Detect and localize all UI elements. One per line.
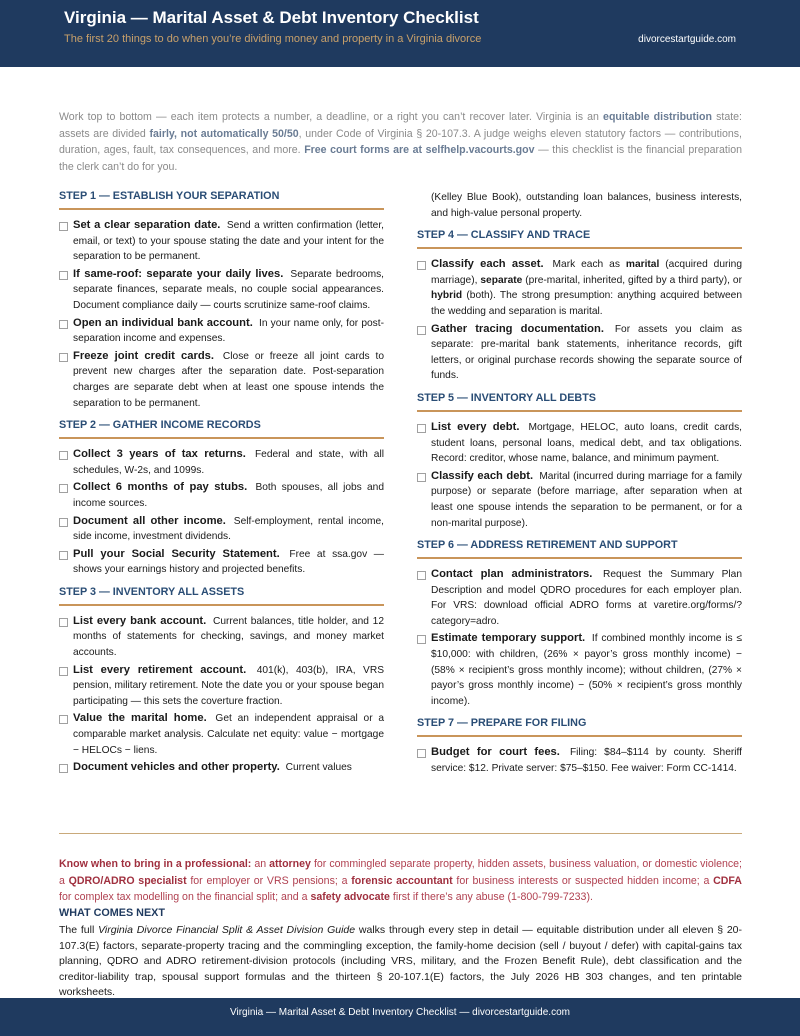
step-heading: STEP 7 — PREPARE FOR FILING [417,717,742,737]
checklist-item[interactable] [59,663,384,710]
item-text: Federal and state, with all schedules, W-2s, and 1099s. [73,449,385,476]
professional-callout [59,856,742,906]
item-lead: Collect 3 years of tax returns. [73,448,246,461]
checklist-item[interactable] [59,514,384,545]
intro-bold-forms: Free court forms are at selfhelp.vacourts.gov [304,144,535,156]
checklist-item[interactable] [417,469,742,531]
item-text: Send a written confirmation (letter, email, or text) to your spouse stating the date and your intent for the separation to be permanent. [73,220,384,263]
step-3 [59,586,384,776]
page-header [0,0,800,67]
step-heading: STEP 6 — ADDRESS RETIREMENT AND SUPPORT [417,539,742,559]
page-title: Virginia — Marital Asset & Debt Inventory Checklist [64,8,479,27]
item-text: Get an independent appraisal or a comparable market analysis. Calculate net equity: value − mortgage − HELOCs − liens. [73,713,385,756]
item-lead: Classify each debt. [431,469,534,482]
item-text: Current balances, title holder, and 12 months of statements for checking, savings, and money market accounts. [73,615,384,659]
step-1 [59,190,384,411]
intro-bold-equitable: equitable distribution [603,111,712,123]
checklist-item[interactable] [59,267,384,314]
checklist-item[interactable] [417,420,742,467]
checkbox[interactable] [417,473,426,482]
checklist-item[interactable] [59,760,384,776]
callout-text: an [251,858,270,870]
checkbox[interactable] [59,618,68,627]
checklist-item[interactable] [417,257,742,319]
site-name: divorcestartguide.com [638,34,736,45]
checkbox[interactable] [59,222,68,231]
checkbox[interactable] [59,320,68,329]
item-text: For assets you claim as separate: pre-marital bank statements, inheritance records, gift letters, or original purchase records showing the separate source of funds. [431,323,742,382]
item-lead: Gather tracing documentation. [431,322,604,335]
checkbox[interactable] [59,271,68,280]
item-lead: Budget for court fees. [431,746,560,759]
page-footer [0,998,800,1036]
checklist-item[interactable] [417,322,742,384]
intro-bold-fairly: fairly, not automatically 50/50 [149,127,299,140]
checklist-item[interactable] [59,547,384,578]
checkbox[interactable] [417,749,426,758]
next-text: walks through every step in detail — equitable distribution under all eleven § 20-107.3(E) factors, separate-property tracing and the commingling exception, the family-home decision (sell / buyout / defer) with capital-gains tax planning, QDRO and ADRO retirement-division protocols (including VRS, military, and the Frozen Benefit Rule), debt classification and the creditor-liability trap, spousal support formulas and the thirteen § 20-107.1(E) factors, the July 2026 HB 303 changes, and ten printable worksheets. [59,924,742,999]
item-lead: Open an individual bank account. [73,316,253,329]
item-text: In your name only, for post-separation income and expenses. [73,317,384,345]
checklist-item[interactable] [417,745,742,776]
checkbox[interactable] [417,571,426,580]
item-lead: List every retirement account. [73,663,247,676]
item-text: Filing: $84–$114 by county. Sheriff service: $12. Private server: $75–$150. Fee waiver: Form CC-1414. [431,747,742,775]
checklist-item[interactable] [59,711,384,758]
item-lead: List every bank account. [73,614,207,627]
item-text: Self-employment, rental income, side income, investment dividends. [73,515,384,543]
item-text: (pre-marital, inherited, gifted by a third party), or [522,274,742,286]
item-bold: marital [625,259,660,271]
item-continuation: (Kelley Blue Book), outstanding loan balances, business interests, and high-value personal property. [431,192,742,219]
item-text: Close or freeze all joint cards to prevent new charges after the separation date. Post-separation charges are separate debt when at least one spouse intends the separation to be permanent. [73,350,384,409]
callout-text: for commingled separate property, hidden assets, business valuation, or domestic violence; a [59,858,742,887]
checklist-item[interactable] [417,567,742,629]
step-heading: STEP 3 — INVENTORY ALL ASSETS [59,586,384,606]
next-heading: WHAT COMES NEXT [59,907,165,919]
item-lead: Collect 6 months of pay stubs. [73,481,248,494]
item-lead: Document all other income. [73,514,226,527]
intro-text: , under Code of Virginia § 20-107.3. A judge weighs eleven statutory factors — contributions, duration, ages, fault, tax consequences, and more. [59,127,742,156]
item-text: Separate bedrooms, separate finances, separate meals, no couple social appearances. Document compliance daily — courts scrutinize same-roof claims. [73,268,385,311]
section-divider [59,833,742,834]
callout-text: for business interests or suspected hidden income; a [452,874,714,887]
step-heading: STEP 4 — CLASSIFY AND TRACE [417,229,742,249]
next-paragraph [59,923,742,999]
item-text: Current values [282,762,352,774]
checklist-item[interactable] [59,480,384,511]
checkbox[interactable] [59,353,68,362]
item-lead: Pull your Social Security Statement. [73,547,280,560]
item-text: (both). The strong presumption: anything acquired between the wedding and separation is marital. [431,290,742,317]
step-4 [417,229,742,384]
item-lead: Value the marital home. [73,712,207,725]
left-column [59,190,384,778]
step-7 [417,717,742,776]
checkbox[interactable] [59,518,68,527]
checkbox[interactable] [59,484,68,493]
step-5 [417,392,742,531]
checklist-item[interactable] [59,447,384,478]
item-lead: List every debt. [431,420,520,433]
page-subtitle: The first 20 things to do when you’re dividing money and property in a Virginia divorce [64,33,482,45]
checkbox[interactable] [417,424,426,433]
item-lead: Set a clear separation date. [73,219,221,231]
item-lead: Freeze joint credit cards. [73,349,215,362]
step-heading: STEP 5 — INVENTORY ALL DEBTS [417,392,742,412]
callout-bold: attorney [269,858,311,870]
step-2 [59,419,384,578]
item-bold: separate [480,274,523,286]
step-heading: STEP 2 — GATHER INCOME RECORDS [59,419,384,439]
item-bold: hybrid [431,290,463,302]
callout-bold: QDRO/ADRO specialist [68,874,187,887]
step-6 [417,539,742,709]
item-lead: Classify each asset. [431,258,544,271]
callout-label: Know when to bring in a professional: [59,858,252,870]
right-column [417,190,742,779]
step-heading: STEP 1 — ESTABLISH YOUR SEPARATION [59,190,384,210]
item-lead: Estimate temporary support. [431,632,586,645]
item-text: Mark each as [546,259,626,271]
checkbox[interactable] [417,261,426,270]
item-text: (acquired during marriage), [431,259,743,286]
checkbox[interactable] [59,764,68,773]
checkbox[interactable] [417,635,426,644]
item-text: Free at ssa.gov — shows your earnings history and projected benefits. [73,548,384,576]
checkbox[interactable] [417,326,426,335]
item-text: 401(k), 403(b), IRA, VRS pension, military retirement. Note the date you or your spouse began participating — this sets the coverture fraction. [73,664,384,707]
item-text: Request the Summary Plan Description and model QDRO procedures for each employer plan. For VRS: download official ADRO forms at varetire.org/forms/?category=adro. [431,569,742,627]
item-lead: If same-roof: separate your daily lives. [73,267,284,280]
item-text: Both spouses, all jobs and income sources. [73,482,384,509]
callout-text: first if there’s any abuse (1-800-799-7233). [389,891,593,903]
next-text: The full [59,924,99,936]
callout-bold: safety advocate [310,891,390,903]
callout-bold: CDFA [713,874,742,887]
item-text: Marital (incurred during marriage for a family purpose) or separate (before marriage, after separation when at least one spouse intends the separation to be permanent, or for a non-marital purpose). [431,470,742,529]
callout-text: for complex tax modelling on the financial split; and a [59,891,311,903]
footer-text: Virginia — Marital Asset & Debt Inventory Checklist — divorcestartguide.com [230,1007,570,1018]
callout-bold: forensic accountant [351,874,453,887]
checklist-item[interactable] [417,631,742,709]
checkbox[interactable] [59,715,68,724]
intro-text: state: assets are divided [59,111,742,140]
intro-text: — this checklist is the financial preparation the clerk can’t do for you. [59,144,742,173]
checklist-item[interactable] [59,316,384,347]
callout-text: for employer or VRS pensions; a [186,874,352,887]
checklist-item[interactable] [59,218,384,265]
intro-text: Work top to bottom — each item protects a number, a deadline, or a right you can’t recover later. Virginia is an [59,111,604,123]
checkbox[interactable] [59,551,68,560]
intro-paragraph [59,109,742,175]
guide-title: Virginia Divorce Financial Split & Asset Division Guide [98,924,356,936]
item-lead: Contact plan administrators. [431,568,593,581]
checklist-item[interactable] [59,349,384,411]
checkbox[interactable] [59,451,68,460]
checkbox[interactable] [59,667,68,676]
item-text: If combined monthly income is ≤ $10,000: with children, (26% × payor’s gross monthly income) − (58% × recipient’s gross monthly income); without children, (27% × payor’s gross monthly income) − (50% × recipient’s gross monthly income). [431,633,743,707]
checklist-item[interactable] [59,614,384,661]
item-lead: Document vehicles and other property. [73,761,280,774]
item-text: Mortgage, HELOC, auto loans, credit cards, student loans, personal loans, medical debt, and tax obligations. Record: creditor, whose name, balance, and minimum payment. [431,421,743,465]
